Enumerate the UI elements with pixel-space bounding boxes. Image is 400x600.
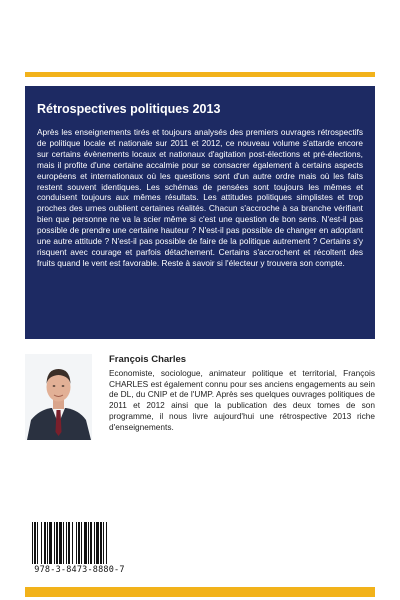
author-bio: Economiste, sociologue, animateur politique et territorial, François CHARLES est également connu pour ses anciens engagements au sein de DL, du CNIP et de l'UMP. Après ses quelques ouvrages politiques de 2011 et 2012 ainsi que la publication des deux tomes de son programme, il nous livre aujourd'hui une rétrospective 2013 riche d'enseignements.: [109, 368, 375, 432]
author-photo: [25, 354, 92, 440]
blurb-panel: [25, 86, 375, 339]
bottom-accent-stripe: [25, 587, 375, 597]
author-portrait-image: [25, 354, 92, 440]
author-name: François Charles: [109, 354, 187, 365]
blurb-title: Rétrospectives politiques 2013: [37, 102, 221, 116]
bottom-band: [0, 584, 400, 600]
top-band: [0, 0, 400, 77]
isbn-barcode: [26, 520, 133, 580]
top-accent-stripe: [25, 72, 375, 77]
author-text: [109, 354, 375, 432]
author-section: [25, 354, 375, 444]
blurb-text: Après les enseignements tirés et toujours analysés des premiers ouvrages rétrospectifs de politique locale et nationale sur 2011 et 2012, ce nouveau volume s'attarde encore sur certains évènements locaux et nationaux d'agitation post-élections et pré-élections, mais il profite d'une certaine accalmie pour se consacrer également à certains aspects européens et internationaux où les questions sont d'un autre ordre mais où les faits restent souvent identiques. Les schémas de pensées sont toujours les mêmes et conduisent toujours aux mêmes résultats. Les attitudes politiques simplistes et trop proches des urnes oublient certaines réalités. Chacun s'accroche à sa branche vérifiant bien que personne ne va la scier même si c'est une question de bon sens. N'est-il pas possible de prendre une certaine hauteur ? N'est-il pas possible de changer en adoptant une autre attitude ? N'est-il pas possible de faire de la politique autrement ? Certains s'y risquent avec courage et parfois détachement. Certains s'accrochent et récoltent des fruits quand le vent est favorable. Reste à savoir si l'électeur y trouvera son compte.: [37, 127, 363, 268]
isbn-number: 978-3-8473-8880-7: [34, 565, 125, 575]
barcode-image: [30, 522, 129, 564]
